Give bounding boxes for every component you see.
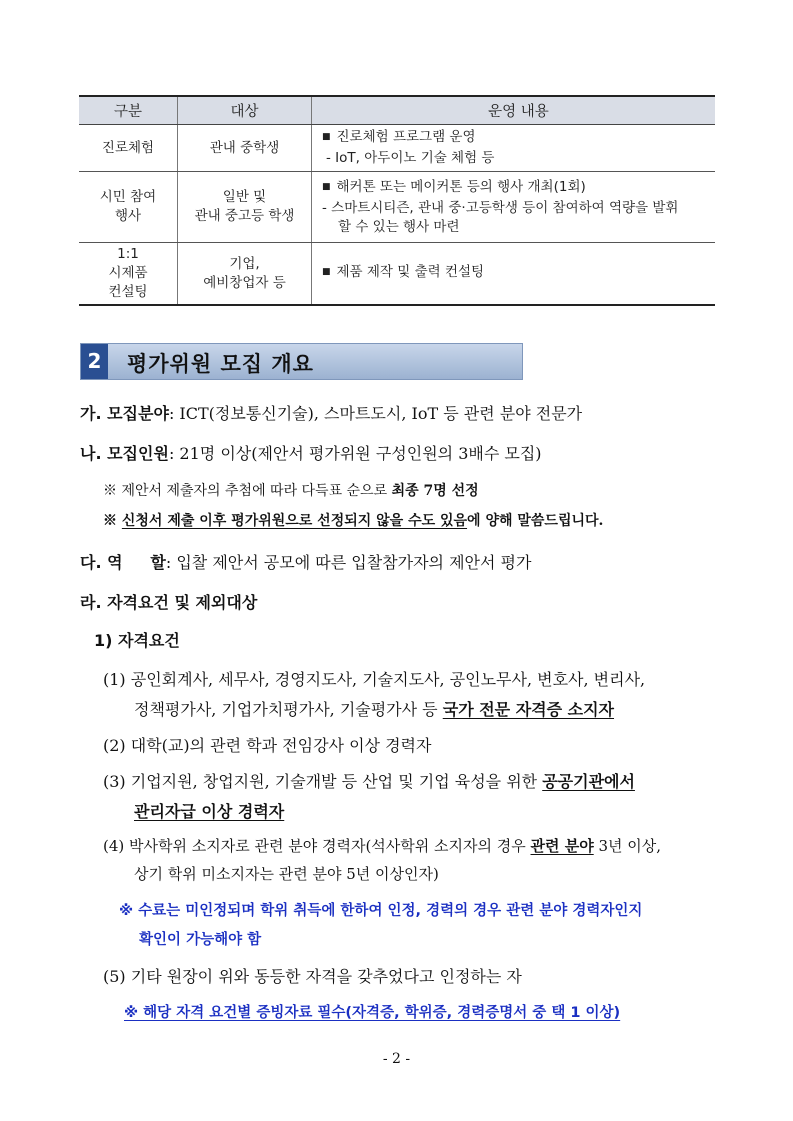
content-cell: ■ 진로체험 프로그램 운영 - IoT, 아두이노 기술 체험 등 xyxy=(312,125,716,172)
page-number: - 2 - xyxy=(382,1051,411,1067)
section-title: 평가위원 모집 개요 xyxy=(127,352,314,376)
program-table xyxy=(79,95,715,306)
qualification-3-cont: 관리자급 이상 경력자 xyxy=(134,802,285,821)
evidence-note: ※ 해당 자격 요건별 증빙자료 필수(자격증, 학위증, 경력증명서 중 택 1 이상) xyxy=(124,1005,621,1021)
category-cell: 시민 참여 행사 xyxy=(79,172,178,243)
column-header: 구분 xyxy=(79,96,178,125)
qualification-4-note: ※ 수료는 미인정되며 학위 취득에 한하여 인정, 경력의 경우 관련 분야 경력자인지 xyxy=(119,903,643,919)
qualification-4: (4) 박사학위 소지자로 관련 분야 경력자(석사학위 소지자의 경우 관련 분야 3년 이상, xyxy=(103,837,662,855)
target-cell: 관내 중학생 xyxy=(178,125,312,172)
table-row xyxy=(79,243,715,306)
table-row xyxy=(79,125,715,172)
column-header: 대상 xyxy=(178,96,312,125)
table-header-row xyxy=(79,96,715,125)
qualification-4-cont: 상기 학위 미소지자는 관련 분야 5년 이상인자) xyxy=(134,865,439,883)
table-row xyxy=(79,172,715,243)
note-disclaimer: ※ 신청서 제출 이후 평가위원으로 선정되지 않을 수도 있음에 양해 말씀드립니다. xyxy=(103,513,604,529)
qualification-1-cont: 정책평가사, 기업가치평가사, 기술평가사 등 국가 전문 자격증 소지자 xyxy=(134,700,615,719)
content-cell: ■ 제품 제작 및 출력 컨설팅 xyxy=(312,243,716,306)
sub-qualifications: 1) 자격요건 xyxy=(94,631,180,650)
item-ga: 가. 모집분야: ICT(정보통신기술), 스마트도시, IoT 등 관련 분야 전문가 xyxy=(80,404,583,423)
qualification-1: (1) 공인회계사, 세무사, 경영지도사, 기술지도사, 공인노무사, 변호사, 변리사, xyxy=(103,670,646,689)
category-cell: 1:1 시제품 컨설팅 xyxy=(79,243,178,306)
section-banner xyxy=(80,343,523,380)
note-selection: ※ 제안서 제출자의 추첨에 따라 다득표 순으로 최종 7명 선정 xyxy=(103,483,479,499)
qualification-5: (5) 기타 원장이 위와 동등한 자격을 갖추었다고 인정하는 자 xyxy=(103,967,522,986)
item-ra: 라. 자격요건 및 제외대상 xyxy=(80,593,258,612)
item-na: 나. 모집인원: 21명 이상(제안서 평가위원 구성인원의 3배수 모집) xyxy=(80,444,542,463)
qualification-2: (2) 대학(교)의 관련 학과 전임강사 이상 경력자 xyxy=(103,736,432,755)
category-cell: 진로체험 xyxy=(79,125,178,172)
qualification-3: (3) 기업지원, 창업지원, 기술개발 등 산업 및 기업 육성을 위한 공공기관에서 xyxy=(103,772,635,791)
column-header: 운영 내용 xyxy=(312,96,716,125)
qualification-4-note-cont: 확인이 가능해야 함 xyxy=(139,932,262,948)
section-number: 2 xyxy=(81,344,108,379)
target-cell: 일반 및 관내 중고등 학생 xyxy=(178,172,312,243)
target-cell: 기업, 예비창업자 등 xyxy=(178,243,312,306)
content-cell: ■ 해커톤 또는 메이커톤 등의 행사 개최(1회) - 스마트시티즌, 관내 중·고등학생 등이 참여하여 역량을 발휘 할 수 있는 행사 마련 xyxy=(312,172,716,243)
item-da: 다. 역 할: 입찰 제안서 공모에 따른 입찰참가자의 제안서 평가 xyxy=(80,553,532,572)
